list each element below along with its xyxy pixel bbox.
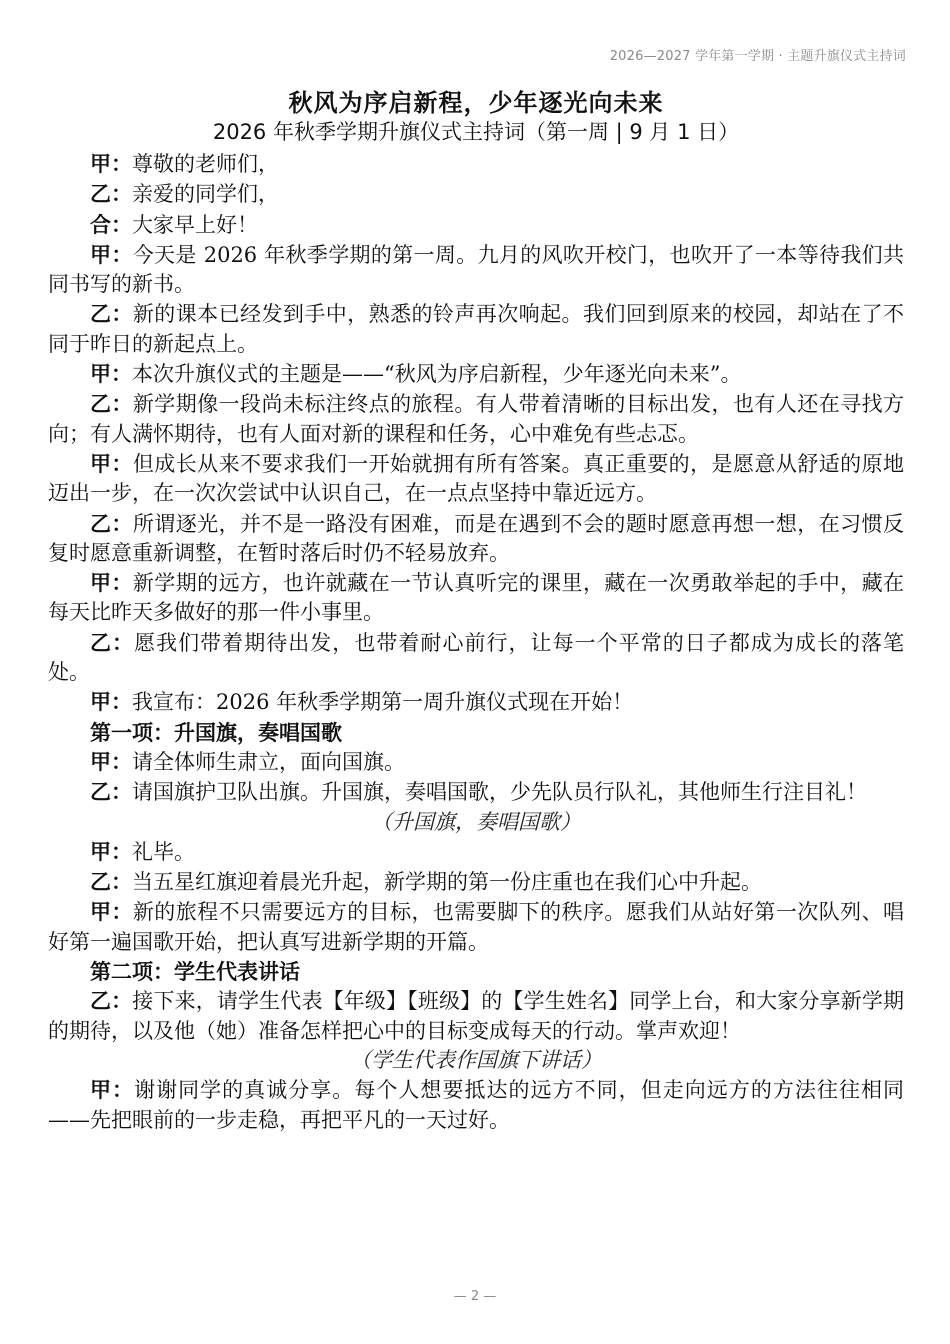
dialogue-text: 本次升旗仪式的主题是——“秋风为序启新程，少年逐光向未来”。 (132, 362, 742, 387)
dialogue-line (48, 389, 904, 449)
speaker-label: 甲： (90, 570, 133, 596)
running-header: 2026—2027 学年第一学期 · 主题升旗仪式主持词 (609, 49, 906, 64)
speaker-label: 甲： (90, 361, 132, 387)
speaker-label: 乙： (90, 629, 135, 655)
speaker-label: 甲： (90, 1077, 135, 1103)
dialogue-line (48, 897, 904, 957)
page-number: — 2 — (453, 1289, 497, 1304)
dialogue-text: 当五星红旗迎着晨光升起，新学期的第一份庄重也在我们心中升起。 (132, 870, 762, 895)
dialogue-line (48, 509, 904, 569)
speaker-label: 甲： (90, 151, 132, 176)
dialogue-text: 今天是 2026 年秋季学期的第一周。九月的风吹开校门，也吹开了一本等待我们共同书写的新书。 (48, 242, 905, 297)
speaker-label: 甲： (90, 689, 132, 715)
dialogue-line (48, 628, 904, 688)
dialogue-text: 亲爱的同学们， (132, 182, 279, 207)
script-lines (48, 149, 904, 1135)
dialogue-line (48, 240, 904, 300)
dialogue-text: 愿我们带着期待出发，也带着耐心前行，让每一个平常的日子都成为成长的落笔处。 (48, 630, 905, 685)
stage-direction: （升国旗，奏唱国歌） (371, 809, 581, 834)
dialogue-line (48, 179, 904, 209)
dialogue-text: 新学期像一段尚未标注终点的旅程。有人带着清晰的目标出发，也有人还在寻找方向；有人满怀期待，也有人面对新的课程和任务，心中难免有些忐忑。 (48, 392, 905, 446)
document-body (48, 88, 904, 1135)
section-heading: 第二项：学生代表讲话 (90, 959, 300, 985)
speaker-label: 甲： (90, 241, 133, 267)
dialogue-line (48, 449, 904, 509)
speaker-label: 乙： (90, 510, 133, 536)
dialogue-text: 新的旅程不只需要远方的目标，也需要脚下的秩序。愿我们从站好第一次队列、唱好第一遍国歌开始，把认真写进新学期的开篇。 (48, 900, 905, 954)
speaker-label: 甲： (90, 748, 132, 774)
speaker-label: 乙： (90, 988, 133, 1014)
dialogue-line (48, 747, 904, 777)
dialogue-line (48, 986, 904, 1046)
speaker-label: 乙： (90, 869, 132, 895)
dialogue-line (48, 1075, 904, 1135)
stage-direction: （学生代表作国旗下讲话） (350, 1047, 602, 1072)
speaker-label: 甲： (90, 899, 133, 925)
dialogue-text: 新学期的远方，也许就藏在一节认真听完的课里，藏在一次勇敢举起的手中，藏在每天比昨天多做好的那一件小事里。 (48, 571, 905, 625)
dialogue-text: 新的课本已经发到手中，熟悉的铃声再次响起。我们回到原来的校园，却站在了不同于昨日的新起点上。 (48, 302, 905, 356)
dialogue-line (48, 837, 904, 867)
dialogue-line (48, 867, 904, 897)
speaker-label: 甲： (90, 838, 132, 864)
dialogue-text: 请全体师生肃立，面向国旗。 (132, 749, 405, 774)
speaker-label: 合： (90, 211, 132, 237)
dialogue-line (48, 568, 904, 628)
dialogue-text: 谢谢同学的真诚分享。每个人想要抵达的远方不同，但走向远方的方法往往相同——先把眼前的一步走稳，再把平凡的一天过好。 (48, 1078, 905, 1132)
dialogue-line (48, 777, 904, 807)
dialogue-text: 我宣布：2026 年秋季学期第一周升旗仪式现在开始！ (132, 690, 634, 715)
document-subtitle: 2026 年秋季学期升旗仪式主持词（第一周 | 9 月 1 日） (212, 120, 740, 144)
dialogue-line (48, 299, 904, 359)
dialogue-line (48, 687, 904, 717)
dialogue-line (48, 210, 904, 240)
dialogue-text: 礼毕。 (132, 839, 195, 864)
speaker-label: 乙： (90, 181, 132, 207)
section-heading: 第一项：升国旗，奏唱国歌 (90, 719, 342, 745)
speaker-label: 乙： (90, 301, 133, 327)
dialogue-line (48, 359, 904, 389)
dialogue-text: 尊敬的老师们， (132, 152, 279, 176)
dialogue-text: 所谓逐光，并不是一路没有困难，而是在遇到不会的题时愿意再想一想，在习惯反复时愿意重新调整，在暂时落后时仍不轻易放弃。 (48, 511, 905, 565)
speaker-label: 乙： (90, 779, 132, 805)
dialogue-text: 请国旗护卫队出旗。升国旗，奏唱国歌，少先队员行队礼，其他师生行注目礼！ (132, 780, 867, 805)
dialogue-text: 大家早上好！ (132, 212, 258, 237)
speaker-label: 乙： (90, 391, 133, 417)
dialogue-text: 但成长从来不要求我们一开始就拥有所有答案。真正重要的，是愿意从舒适的原地迈出一步，在一次次尝试中认识自己，在一点点坚持中靠近远方。 (48, 451, 905, 506)
document-title: 秋风为序启新程，少年逐光向未来 (288, 88, 664, 117)
speaker-label: 甲： (90, 450, 133, 476)
dialogue-line (48, 149, 904, 179)
dialogue-text: 接下来，请学生代表【年级】【班级】的【学生姓名】同学上台，和大家分享新学期的期待，以及他（她）准备怎样把心中的目标变成每天的行动。掌声欢迎！ (48, 989, 905, 1043)
